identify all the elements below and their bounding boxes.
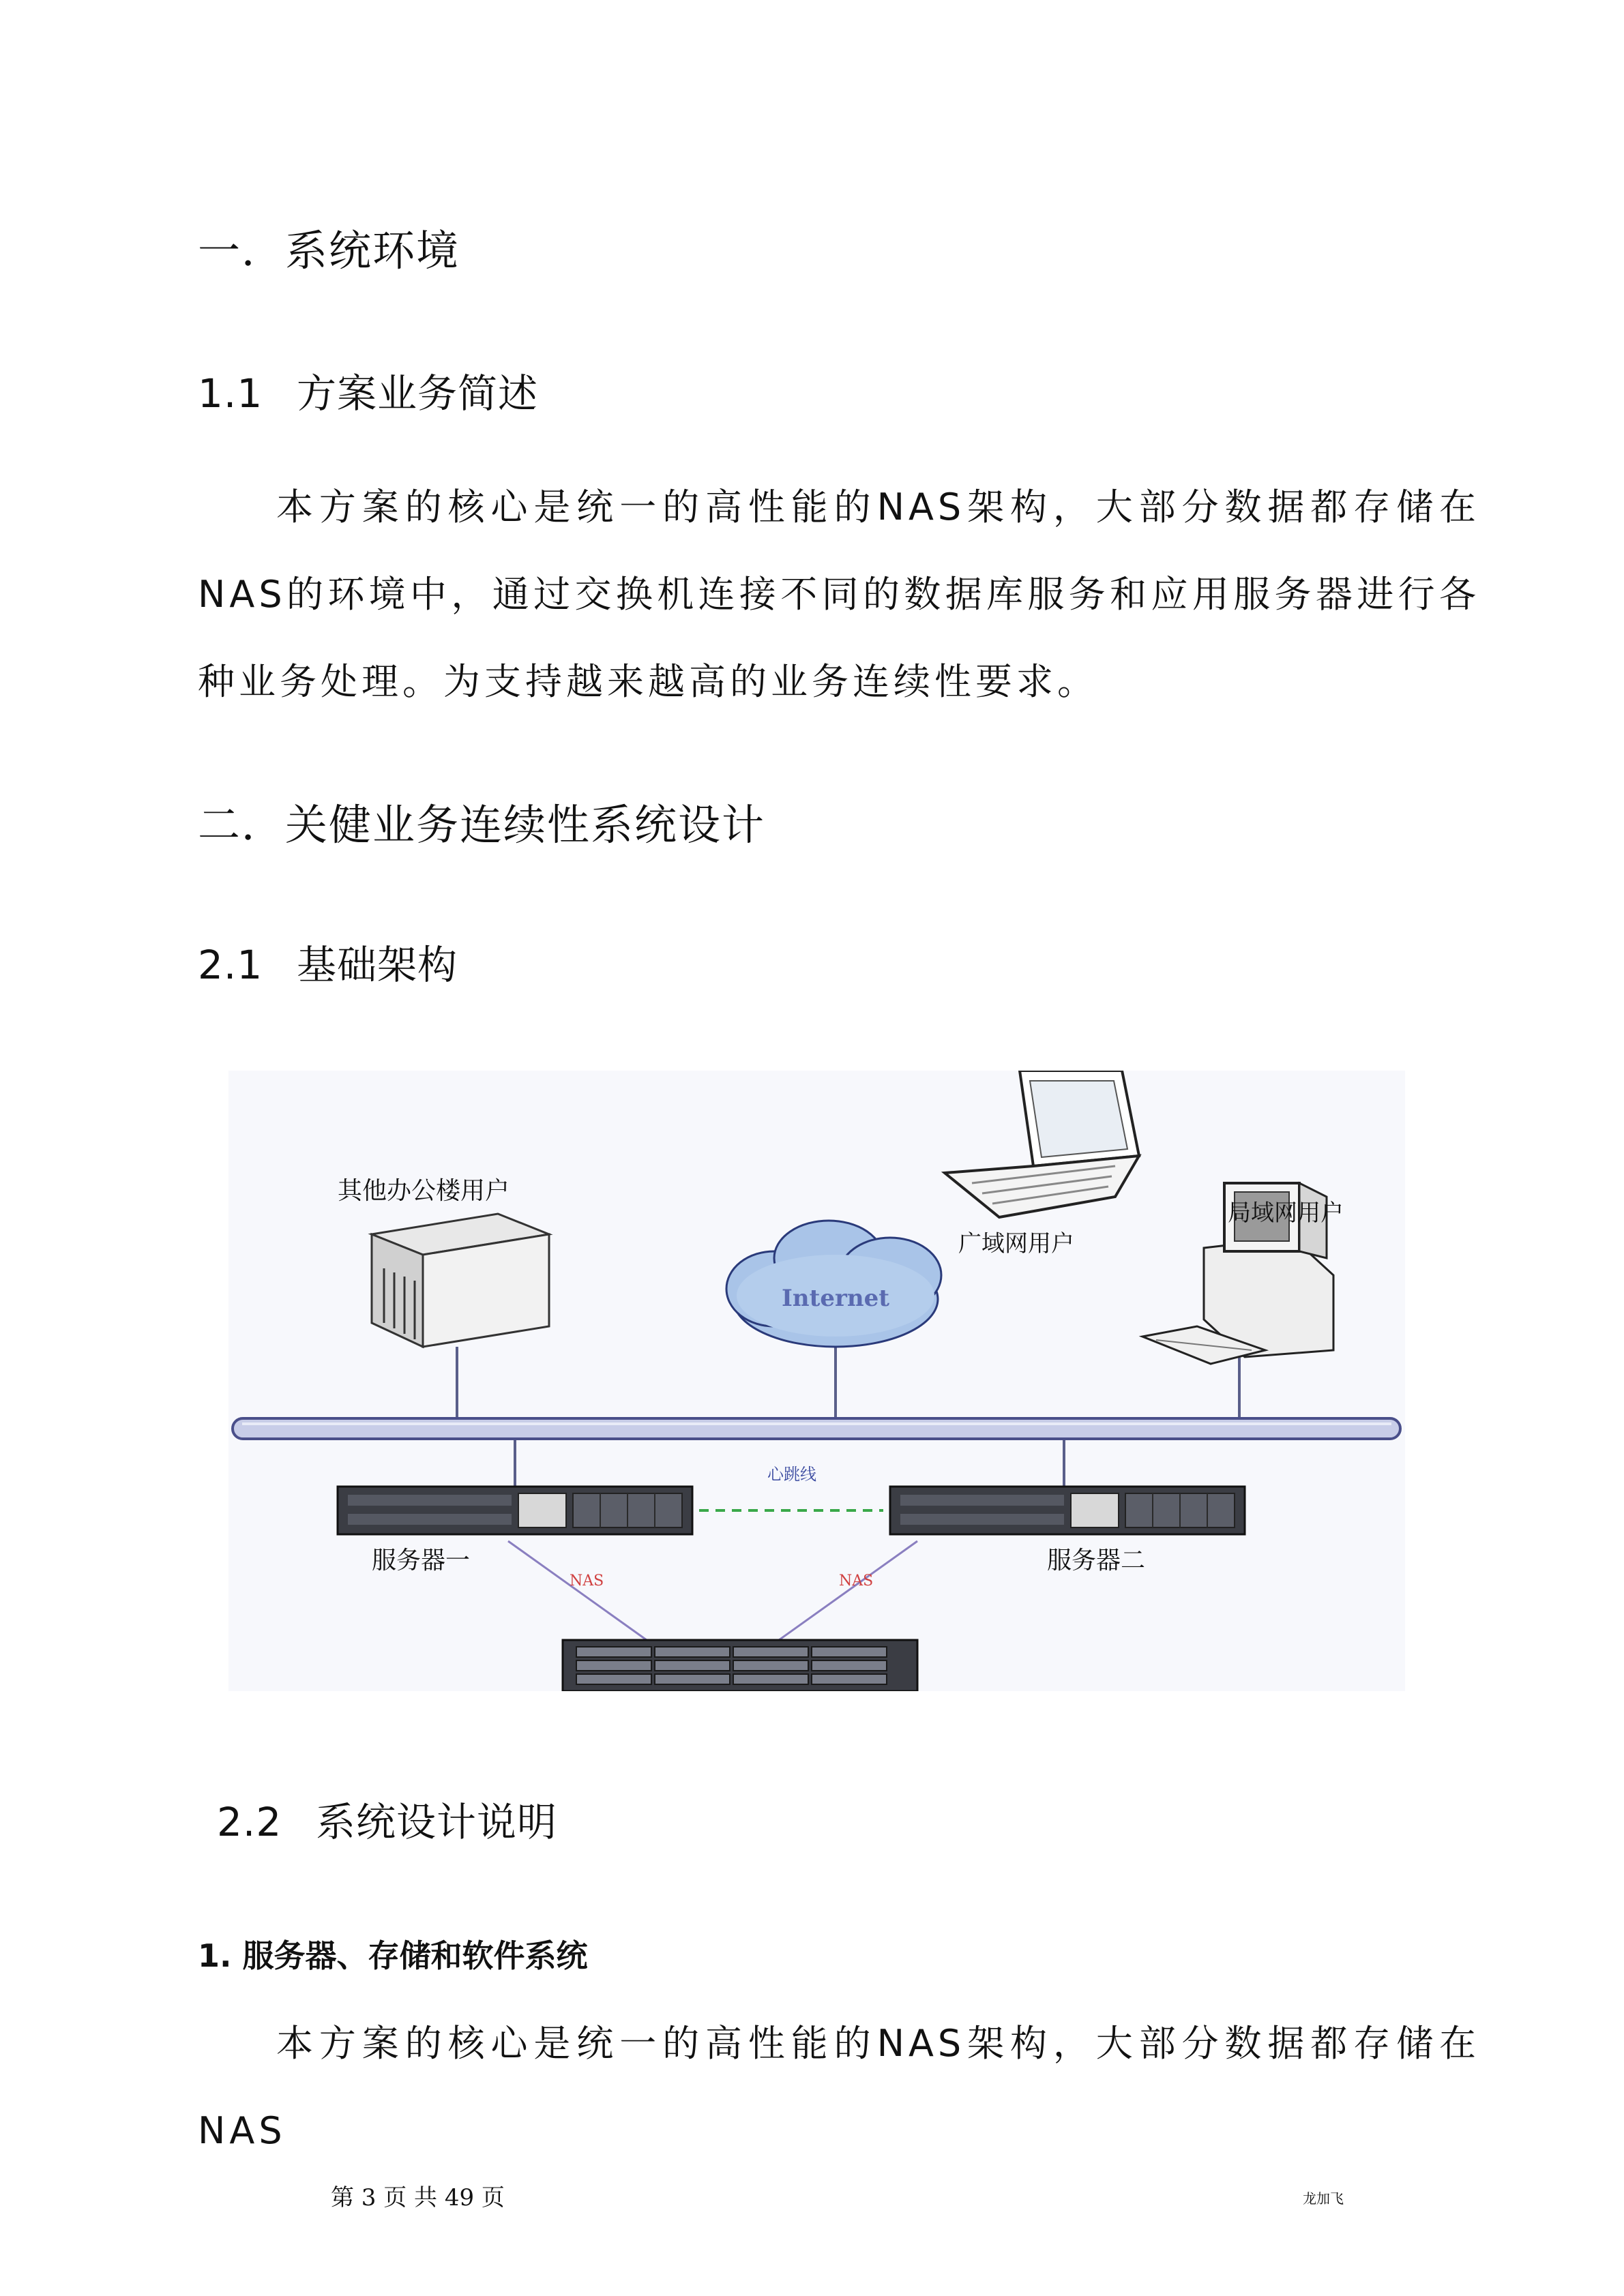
heading-2-1-number: 2.1: [198, 942, 263, 988]
diagram-background: [228, 1071, 1405, 1691]
heading-1-1-title: 方案业务简述: [297, 370, 539, 417]
heartbeat-label: 心跳线: [767, 1465, 816, 1484]
subheading-server-storage: 1. 服务器、存储和软件系统: [198, 1937, 588, 1974]
paragraph-design: 本方案的核心是统一的高性能的NAS架构，大部分数据都存储在NAS: [198, 2022, 1480, 2152]
wan-users-label: 广域网用户: [958, 1230, 1074, 1257]
architecture-diagram: [228, 1071, 1405, 1691]
heading-1-1-number: 1.1: [198, 370, 263, 417]
server-one-icon: [338, 1487, 692, 1534]
heading-1-1: [198, 361, 538, 419]
heading-business-continuity: 二．关健业务连续性系统设计: [198, 800, 766, 850]
office-building-icon: [372, 1214, 549, 1347]
heading-2-1-title: 基础架构: [297, 942, 458, 988]
heading-2-1: [198, 933, 458, 990]
server-two-icon: [890, 1487, 1245, 1534]
lan-users-label: 局域网用户: [1228, 1199, 1344, 1227]
heading-2-2-number: 2.2: [217, 1799, 282, 1845]
heading-2-2: [217, 1790, 557, 1847]
network-bus: [233, 1418, 1400, 1439]
author-signature: 龙加飞: [1303, 2190, 1344, 2207]
internet-label: Internet: [782, 1285, 889, 1312]
office-users-label: 其他办公楼用户: [338, 1177, 510, 1205]
nas-storage-icon: [563, 1640, 917, 1691]
paragraph-intro: 本方案的核心是统一的高性能的NAS架构，大部分数据都存储在NAS的环境中，通过交换机连接不同的数据库服务和应用服务器进行各种业务处理。为支持越来越高的业务连续性要求。: [198, 486, 1480, 703]
server-one-label: 服务器一: [372, 1547, 471, 1575]
heading-system-environment: 一．系统环境: [198, 226, 460, 275]
page-footer: 第 3 页 共 49 页: [331, 2184, 505, 2211]
server-two-label: 服务器二: [1047, 1547, 1146, 1575]
nas-label-left: NAS: [570, 1572, 604, 1590]
heading-2-2-title: 系统设计说明: [316, 1799, 558, 1845]
nas-label-right: NAS: [839, 1572, 874, 1590]
